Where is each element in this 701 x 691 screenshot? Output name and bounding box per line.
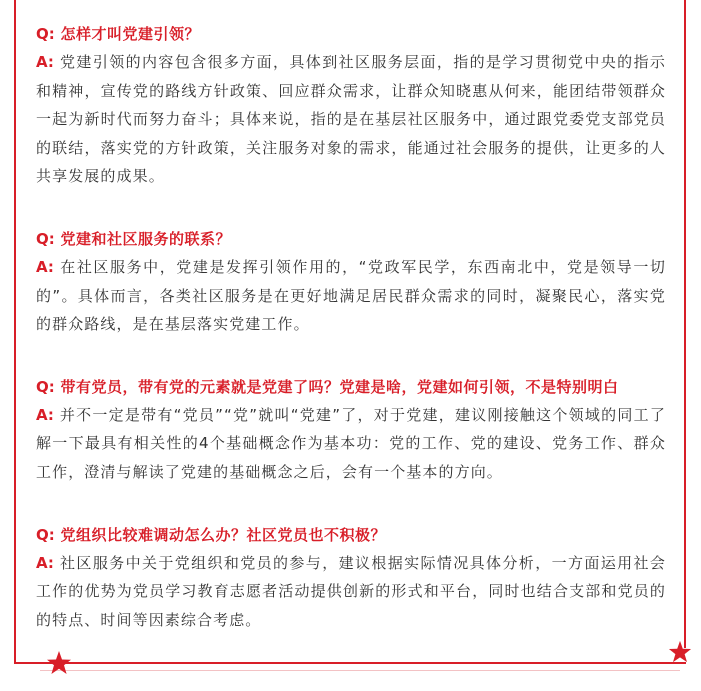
red-star-icon <box>668 640 692 664</box>
qa-item <box>36 225 666 339</box>
question-prefix: Q: <box>36 525 55 544</box>
qa-item <box>36 521 666 635</box>
question-prefix: Q: <box>36 229 55 248</box>
answer-text: 并不一定是带有“党员”“党”就叫“党建”了，对于党建，建议刚接触这个领域的同工了解一下最具有相关性的4个基础概念作为基本功：党的工作、党的建设、党务工作、群众工作，澄清与解读了党建的基础概念之后，会有一个基本的方向。 <box>36 405 666 481</box>
answer <box>36 48 666 191</box>
question-text: 党组织比较难调动怎么办？社区党员也不积极？ <box>60 525 386 544</box>
answer <box>36 253 666 339</box>
red-star-icon <box>46 650 72 676</box>
answer-prefix: A: <box>36 405 54 424</box>
question <box>36 20 666 48</box>
answer-text: 党建引领的内容包含很多方面，具体到社区服务层面，指的是学习贯彻党中央的指示和精神，宣传党的路线方针政策、回应群众需求，让群众知晓惠从何来，能团结带领群众一起为新时代而努力奋斗；具体来说，指的是在基层社区服务中，通过跟党委党支部党员的联结，落实党的方针政策，关注服务对象的需求，能通过社会服务的提供，让更多的人共享发展的成果。 <box>36 53 666 186</box>
answer <box>36 549 666 635</box>
question <box>36 373 666 401</box>
question-prefix: Q: <box>36 377 55 396</box>
frame-right-border <box>684 0 686 648</box>
frame-bottom-border <box>14 662 686 664</box>
question-text: 怎样才叫党建引领？ <box>60 25 200 43</box>
question <box>36 521 666 549</box>
answer-prefix: A: <box>36 53 54 71</box>
question-text: 党建和社区服务的联系？ <box>60 229 231 248</box>
qa-list <box>36 20 666 634</box>
answer-prefix: A: <box>36 553 54 572</box>
qa-item <box>36 373 666 487</box>
frame-left-border <box>14 0 16 664</box>
answer-prefix: A: <box>36 257 54 276</box>
question-text: 带有党员，带有党的元素就是党建了吗？党建是啥，党建如何引领，不是特别明白 <box>60 377 619 396</box>
qa-item <box>36 20 666 191</box>
answer <box>36 401 666 487</box>
question <box>36 225 666 253</box>
frame-bottom-shadow-line <box>40 670 680 671</box>
answer-text: 社区服务中关于党组织和党员的参与，建议根据实际情况具体分析，一方面运用社会工作的优势为党员学习教育志愿者活动提供创新的形式和平台，同时也结合支部和党员的的特点、时间等因素综合考虑。 <box>36 553 666 629</box>
question-prefix: Q: <box>36 25 55 43</box>
answer-text: 在社区服务中，党建是发挥引领作用的，“党政军民学，东西南北中，党是领导一切的”。具体而言，各类社区服务是在更好地满足居民群众需求的同时，凝聚民心，落实党的群众路线，是在基层落实党建工作。 <box>36 257 666 334</box>
